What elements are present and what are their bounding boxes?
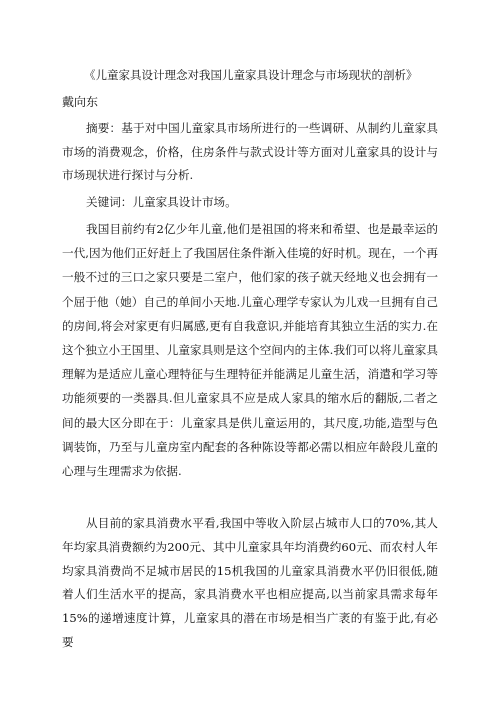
body-paragraph-1: 我国目前约有2亿少年儿童,他们是祖国的将来和希望、也是最幸运的一代,因为他们正好赶上了我国居住条件渐入佳境的好时机。现在，一个再一般不过的三口之家只要是二室户，他们家的孩子就天经地义也会拥有一个屈于他（她）自己的单间小天地.儿童心理学专家认为儿戏一旦拥有自己的房间,将会对家更有归属感,更有自我意识,并能培育其独立生活的实力.在这个独立小王国里、儿童家具则是这个空间内的主体.我们可以将儿童家具理解为是适应儿童心理特征与生理特征并能满足儿童生活，消遣和学习等功能须要的一类器具.但儿童家具不应是成人家具的缩水后的翻版,二者之间的最大区分即在于：儿童家具是供儿童运用的，其尺度,功能,造型与色调装饰，乃至与儿童房室内配套的各种陈设等都必需以相应年龄段儿童的心理与生理需求为依据. xyxy=(62,222,438,479)
body-paragraph-2: 从目前的家具消费水平看,我国中等收入阶层占城市人口的70%,其人年均家具消费额约为200元、其中儿童家具年均消费约60元、而农村人年均家具消费尚不足城市居民的15机我国的儿童家具消费水平仍旧很低,随着人们生活水平的提高，家具消费水平也相应提高,以当前家具需求每年15%的递增速度计算，儿童家具的潜在市场是相当广袤的有鉴于此,有必要 xyxy=(62,516,438,649)
document-title: 《儿童家具设计理念对我国儿童家具设计理念与市场现状的剖析》 xyxy=(84,68,418,82)
document-author: 戴向东 xyxy=(62,95,99,109)
abstract-paragraph: 摘要：基于对中国儿童家具市场所进行的一些调研、从制约儿童家具市场的消费观念，价格，住房条件与款式设计等方面对儿童家具的设计与市场现状进行探讨与分析. xyxy=(62,121,438,183)
keywords-paragraph: 关键词：儿童家具设计市场。 xyxy=(86,195,237,209)
